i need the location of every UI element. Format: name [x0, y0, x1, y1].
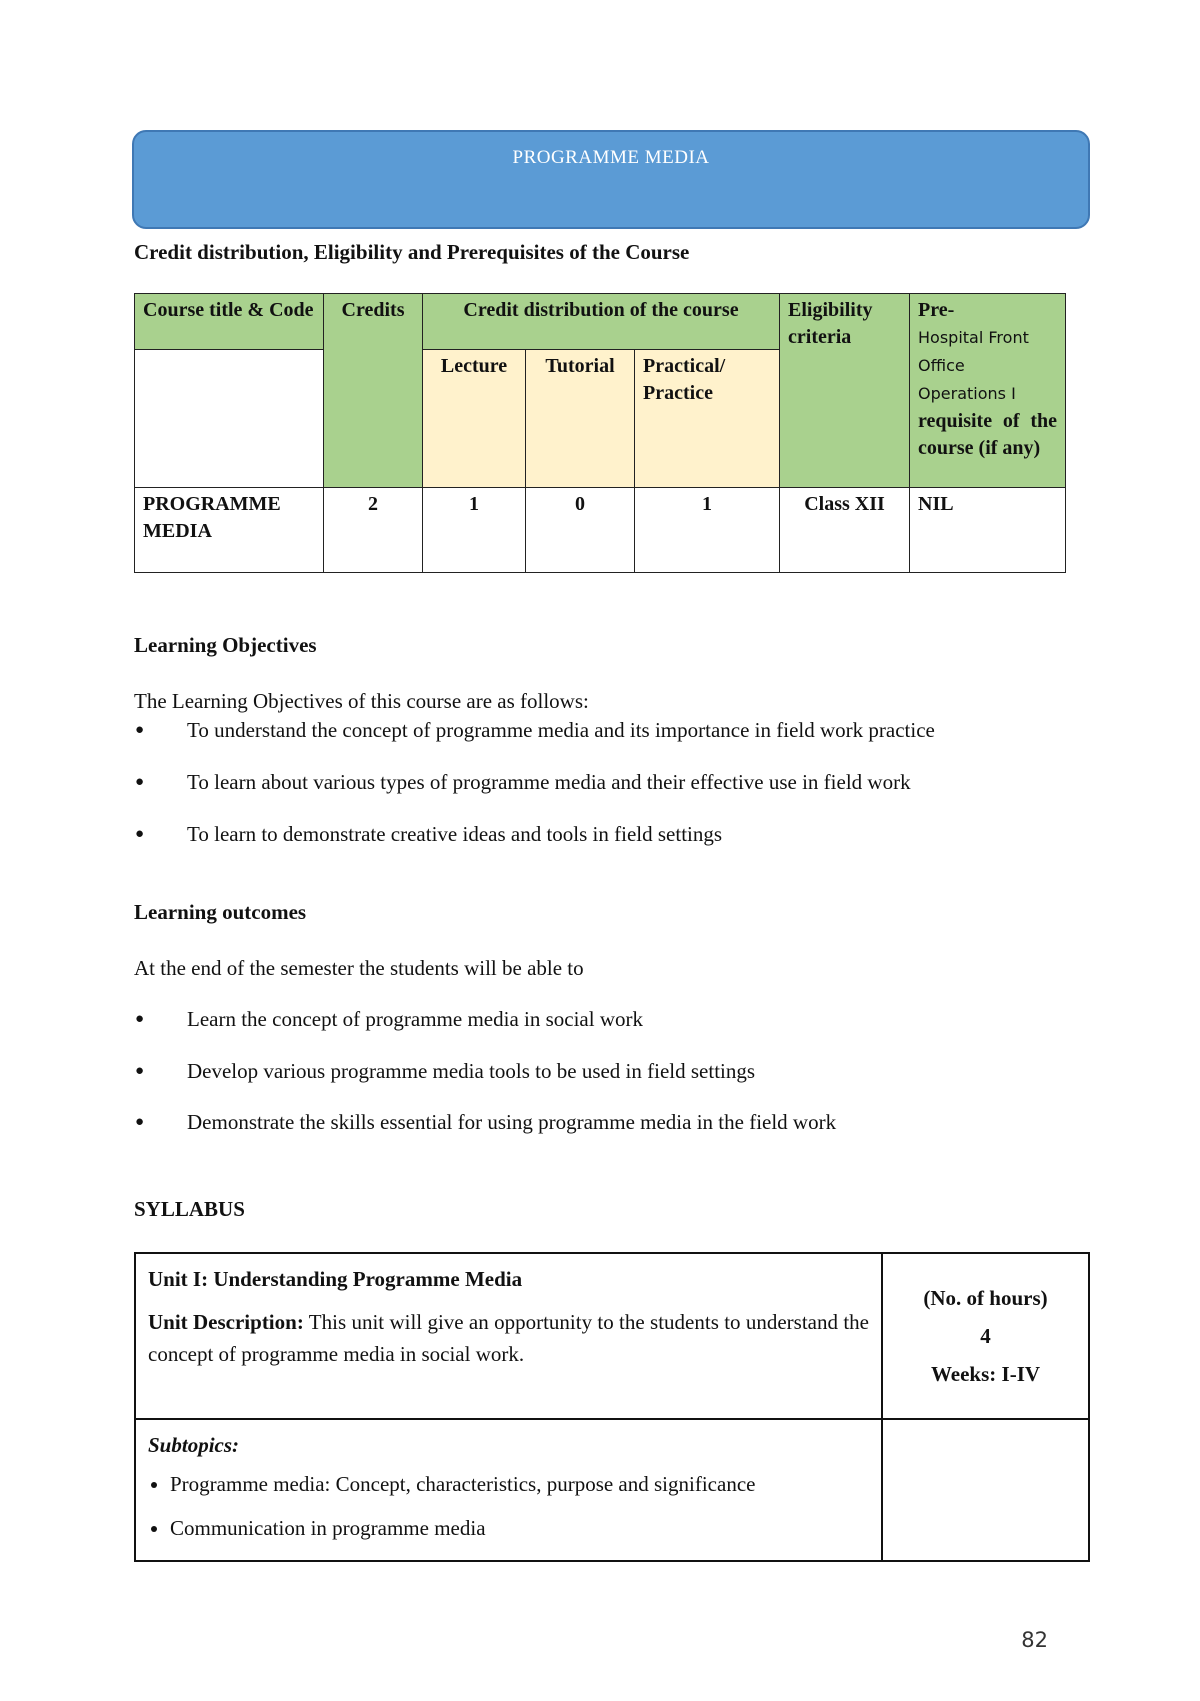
syllabus-heading: SYLLABUS: [134, 1197, 245, 1221]
row-lecture: 1: [423, 488, 526, 573]
bullet-icon: ●: [135, 1114, 145, 1130]
unit-description-text: This unit will give an opportunity to the students to understand the concept of programme media in social work.: [148, 1310, 869, 1366]
hours-label: (No. of hours): [923, 1286, 1048, 1310]
subtopics-hours-cell: [882, 1419, 1089, 1561]
row-eligibility: Class XII: [780, 488, 910, 573]
course-title-blank-cell: [135, 350, 324, 488]
unit-title: Unit I: Understanding Programme Media: [148, 1267, 523, 1291]
bullet-icon: ●: [135, 774, 145, 790]
list-item: • Communication in programme media: [170, 1514, 869, 1543]
banner-title: PROGRAMME MEDIA: [132, 130, 1090, 229]
header-credit-distribution: Credit distribution of the course: [423, 294, 780, 350]
prereq-prefix: Pre-: [918, 299, 955, 321]
outcomes-intro: At the end of the semester the students will be able to: [134, 956, 584, 980]
header-credits: Credits: [324, 294, 423, 488]
syllabus-table: [134, 1252, 1090, 1562]
unit-description-label: Unit Description:: [148, 1310, 304, 1334]
unit-description: [148, 1306, 869, 1370]
header-tutorial: Tutorial: [526, 350, 635, 488]
row-practical: 1: [635, 488, 780, 573]
objectives-intro: The Learning Objectives of this course are as follows:: [134, 689, 589, 713]
weeks-label: Weeks: I-IV: [930, 1362, 1041, 1386]
list-item: • Programme media: Concept, characteristics, purpose and significance: [170, 1470, 869, 1499]
outcomes-heading: Learning outcomes: [134, 900, 307, 924]
bullet-icon: ●: [135, 722, 145, 738]
hours-cell: [882, 1253, 1089, 1419]
subtopics-label: Subtopics:: [148, 1433, 240, 1457]
row-course: PROGRAMME MEDIA: [135, 488, 324, 573]
objectives-heading: Learning Objectives: [134, 633, 317, 657]
bullet-icon: ●: [135, 1011, 145, 1027]
header-practical: Practical/ Practice: [635, 350, 780, 488]
row-credits: 2: [324, 488, 423, 573]
prereq-suffix: requisite of the course (if any): [918, 410, 1058, 459]
subtopics-cell: [135, 1419, 882, 1561]
page-number: 82: [1021, 1628, 1048, 1652]
unit-cell: [135, 1253, 882, 1419]
row-tutorial: 0: [526, 488, 635, 573]
credit-table: [134, 293, 1066, 573]
hours-value: 4: [980, 1324, 991, 1348]
bullet-icon: ●: [135, 826, 145, 842]
header-lecture: Lecture: [423, 350, 526, 488]
header-prerequisite: [910, 294, 1066, 488]
bullet-icon: ●: [135, 1063, 145, 1079]
credit-heading: Credit distribution, Eligibility and Prerequisites of the Course: [134, 240, 690, 264]
row-prerequisite: NIL: [910, 488, 1066, 573]
header-course-title: Course title & Code: [135, 294, 324, 350]
header-eligibility: Eligibility criteria: [780, 294, 910, 488]
prereq-inserted-text: Hospital Front Office Operations I: [918, 328, 1029, 403]
